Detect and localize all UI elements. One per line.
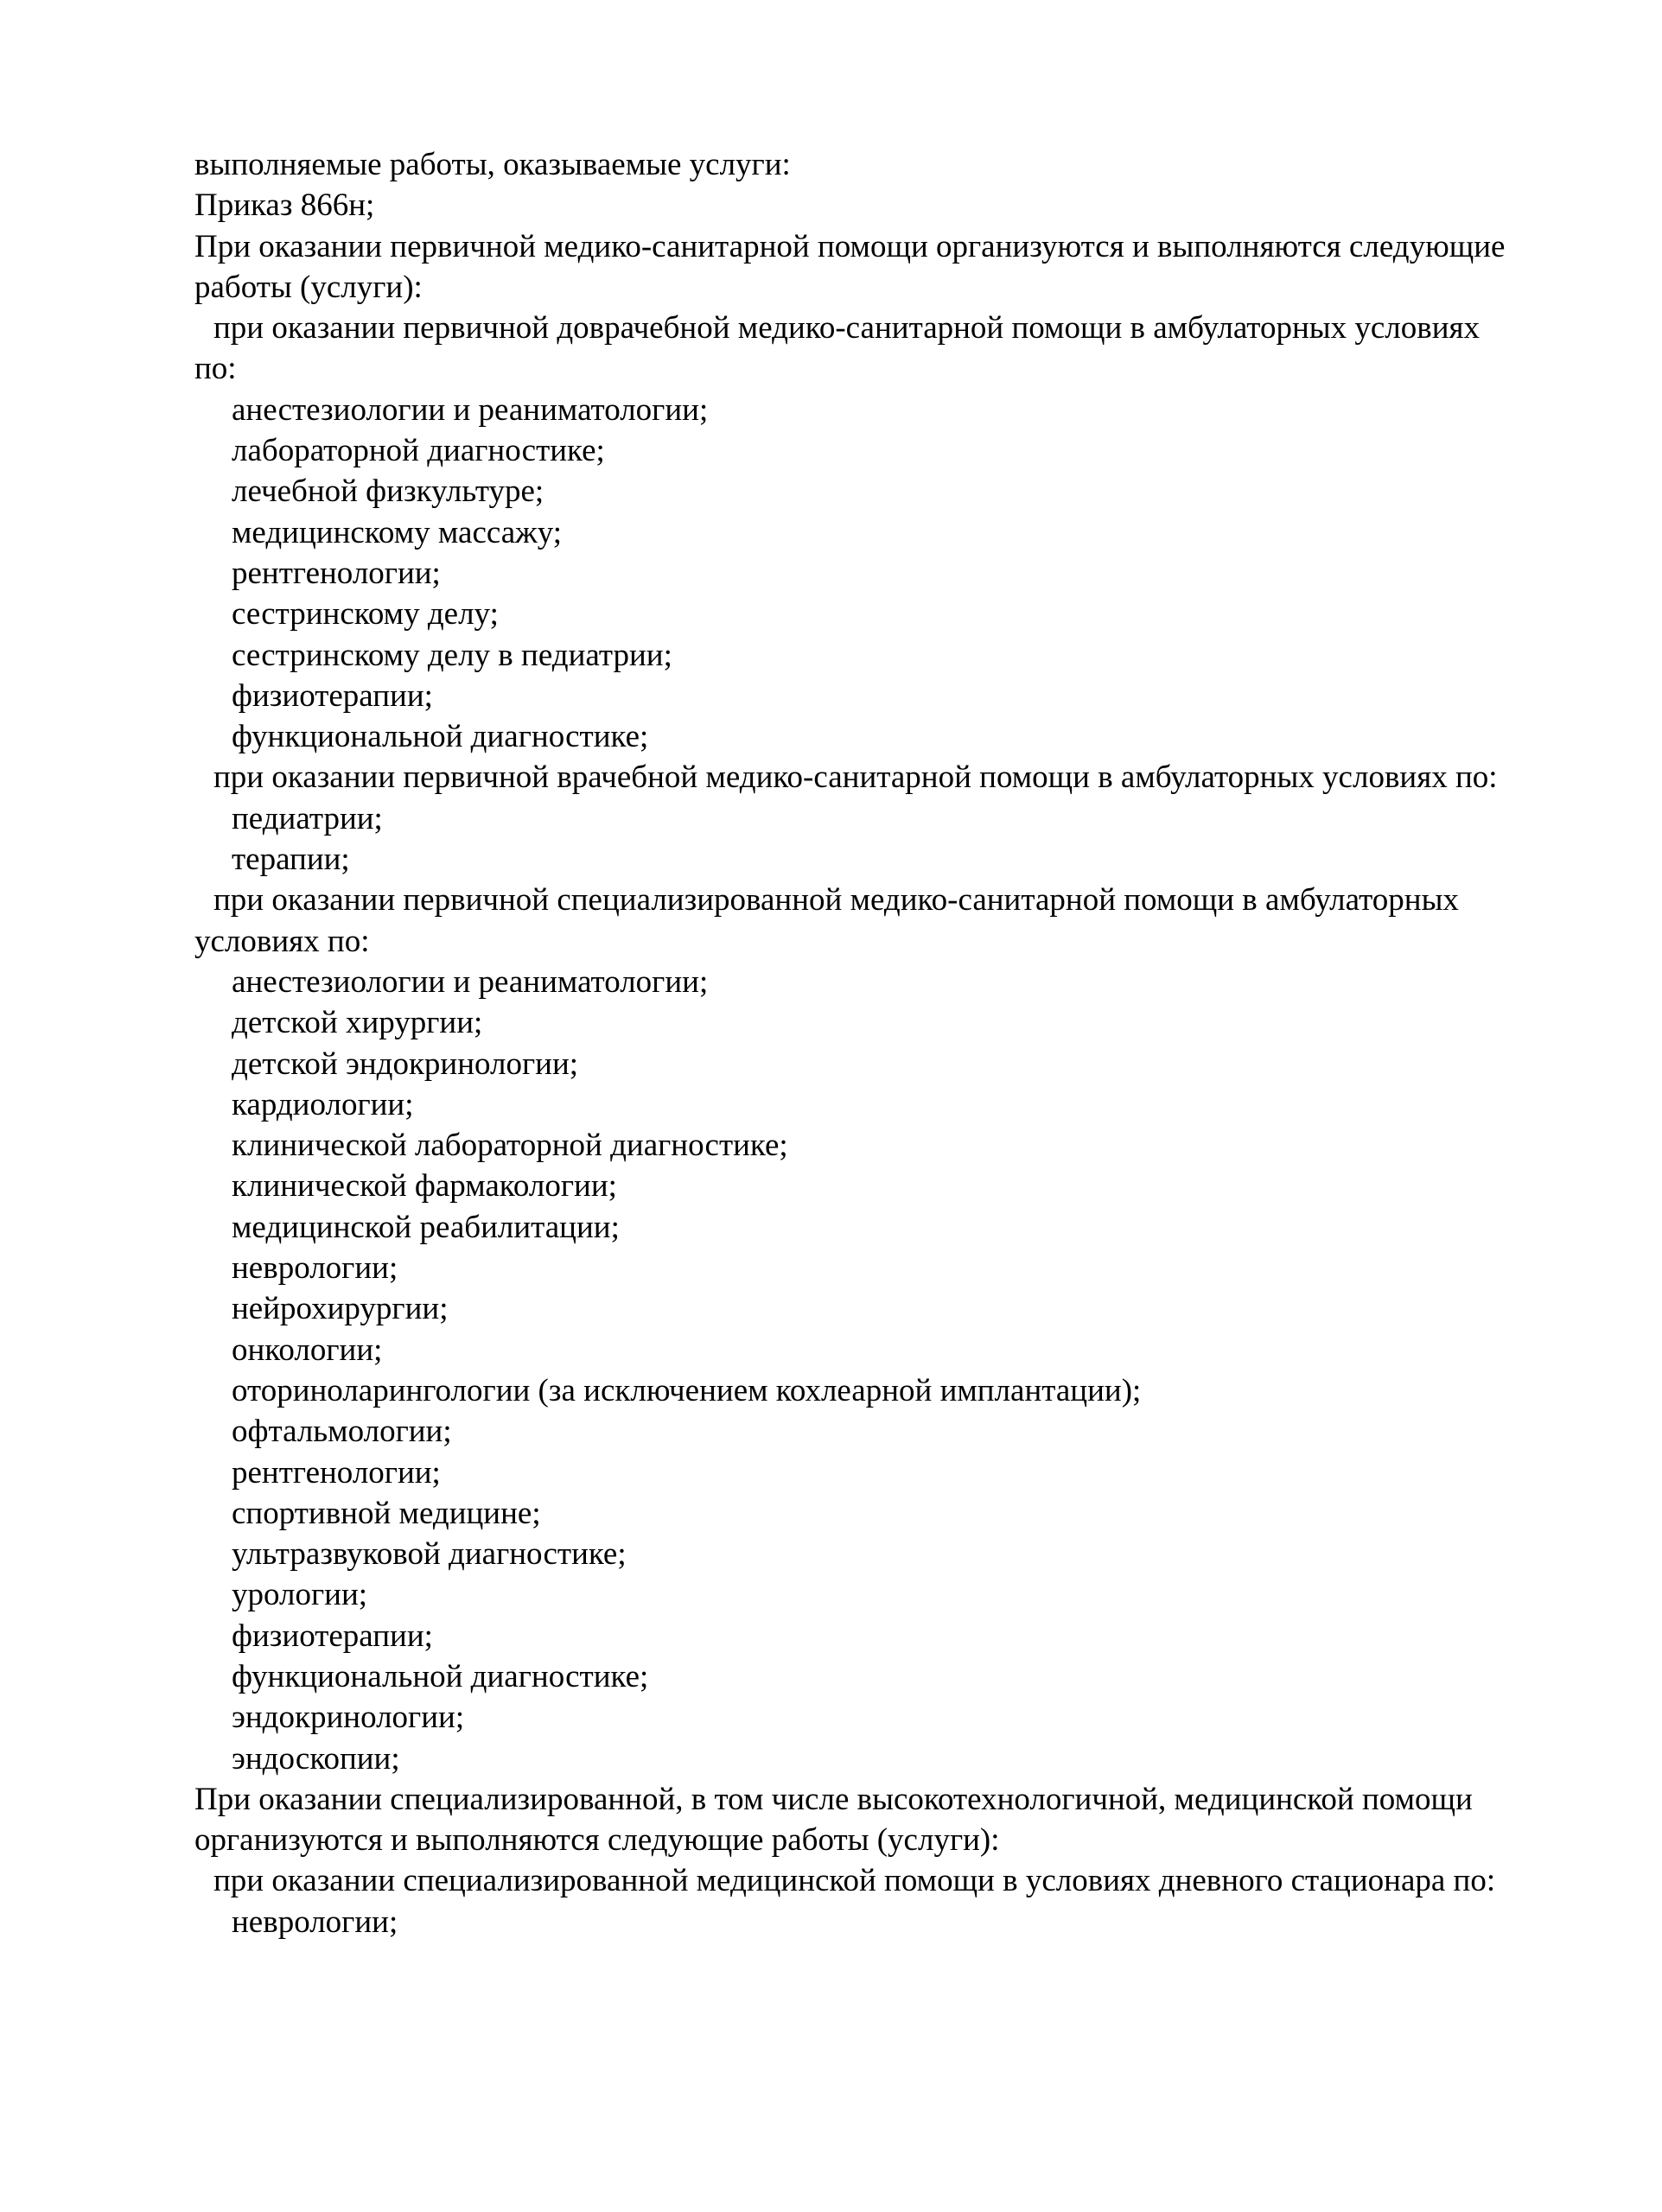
text-line: детской хирургии; bbox=[232, 1005, 483, 1041]
text-line: эндокринологии; bbox=[232, 1700, 465, 1736]
text-line: при оказании первичной врачебной медико-санитарной помощи в амбулаторных условиях по: bbox=[213, 760, 1498, 796]
text-line: неврологии; bbox=[232, 1250, 398, 1287]
text-line: детской эндокринологии; bbox=[232, 1046, 579, 1082]
text-line: при оказании первичной специализированной медико-санитарной помощи в амбулаторных bbox=[213, 882, 1459, 918]
text-line: работы (услуги): bbox=[194, 269, 423, 305]
text-line: физиотерапии; bbox=[232, 1618, 433, 1654]
text-line: клинической лабораторной диагностике; bbox=[232, 1128, 788, 1164]
text-line: При оказании специализированной, в том числе высокотехнологичной, медицинской помощи bbox=[194, 1781, 1473, 1817]
license-services-text-block bbox=[194, 144, 1576, 1942]
text-line: спортивной медицине; bbox=[232, 1495, 541, 1531]
text-line: при оказании первичной доврачебной медико-санитарной помощи в амбулаторных условиях bbox=[213, 310, 1481, 346]
text-line: неврологии; bbox=[232, 1904, 398, 1940]
text-line: оториноларингологии (за исключением кохлеарной имплантации); bbox=[232, 1372, 1142, 1408]
text-line: сестринскому делу; bbox=[232, 596, 499, 632]
text-line: лабораторной диагностике; bbox=[232, 433, 605, 469]
text-line: ультразвуковой диагностике; bbox=[232, 1536, 627, 1573]
text-line: клинической фармакологии; bbox=[232, 1168, 617, 1205]
text-line: эндоскопии; bbox=[232, 1740, 400, 1777]
text-line: по: bbox=[194, 351, 237, 387]
text-line: При оказании первичной медико-санитарной помощи организуются и выполняются следующие bbox=[194, 228, 1506, 264]
text-line: кардиологии; bbox=[232, 1086, 414, 1122]
text-line: при оказании специализированной медицинской помощи в условиях дневного стационара по: bbox=[213, 1863, 1496, 1899]
text-line: сестринскому делу в педиатрии; bbox=[232, 637, 672, 673]
text-line: медицинской реабилитации; bbox=[232, 1209, 620, 1245]
text-line: условиях по: bbox=[194, 923, 370, 959]
text-line: организуются и выполняются следующие работы (услуги): bbox=[194, 1822, 1000, 1859]
text-line: анестезиологии и реаниматологии; bbox=[232, 963, 709, 1000]
text-line: анестезиологии и реаниматологии; bbox=[232, 391, 709, 428]
text-line: функциональной диагностике; bbox=[232, 1658, 649, 1694]
text-line: выполняемые работы, оказываемые услуги: bbox=[194, 147, 791, 182]
text-line: терапии; bbox=[232, 842, 350, 878]
text-line: урологии; bbox=[232, 1577, 368, 1613]
text-line: медицинскому массажу; bbox=[232, 514, 563, 550]
text-line: функциональной диагностике; bbox=[232, 719, 649, 755]
text-line: онкологии; bbox=[232, 1332, 383, 1368]
text-line: офтальмологии; bbox=[232, 1414, 452, 1450]
text-line: лечебной физкультуре; bbox=[232, 474, 544, 510]
text-line: Приказ 866н; bbox=[194, 188, 375, 224]
text-line: рентгенологии; bbox=[232, 555, 441, 591]
text-line: физиотерапии; bbox=[232, 677, 433, 714]
text-line: рентгенологии; bbox=[232, 1454, 441, 1491]
text-line: педиатрии; bbox=[232, 800, 383, 836]
text-line: нейрохирургии; bbox=[232, 1291, 449, 1327]
